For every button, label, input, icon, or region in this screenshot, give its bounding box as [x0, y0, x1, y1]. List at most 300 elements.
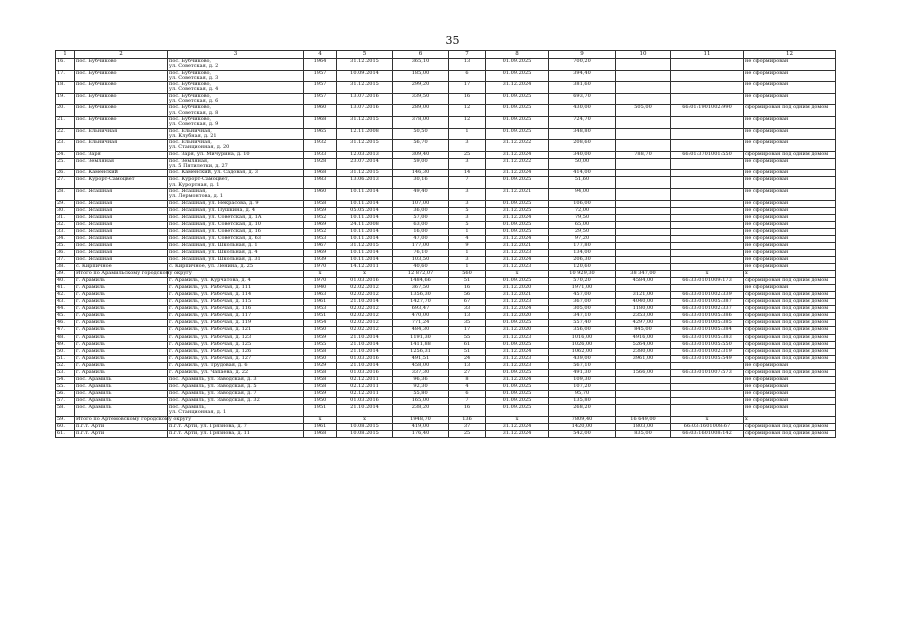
cell-col-10 [616, 158, 671, 170]
cell-col-3: пос. Каменский, ул. Садовая, д. 3 [168, 170, 304, 177]
column-number-11: 11 [671, 51, 744, 59]
cell-col-12: не сформирован [744, 242, 836, 249]
cell-col-1: 26. [56, 170, 75, 177]
cell-col-12: не сформирован [744, 177, 836, 189]
cell-col-9: 135,80 [549, 397, 616, 404]
cell-col-1: 17. [56, 70, 75, 82]
table-row [56, 116, 836, 128]
cell-col-1: 20. [56, 105, 75, 117]
cell-col-1: 51. [56, 355, 75, 362]
cell-col-6: 419,00 [393, 423, 449, 430]
cell-col-5: 21.10.2014 [337, 348, 393, 355]
cell-col-7: 12 [449, 105, 486, 117]
cell-col-11 [671, 257, 744, 264]
cell-col-4: 1963 [304, 292, 337, 299]
cell-col-7: 7 [449, 177, 486, 189]
cell-col-9: 1016,00 [549, 334, 616, 341]
cell-col-9: 208,60 [549, 140, 616, 152]
column-number-8: 8 [486, 51, 549, 59]
cell-col-3: пос. Заря, ул. Мичурина, д. 10 [168, 151, 304, 158]
cell-col-5: 10.08.2015 [337, 423, 393, 430]
cell-col-1: 46. [56, 320, 75, 327]
cell-col-4: 1933 [304, 151, 337, 158]
cell-col-7: 6 [449, 70, 486, 82]
cell-col-11 [671, 383, 744, 390]
cell-col-7: 25 [449, 151, 486, 158]
cell-col-8: 31.12.2022 [486, 140, 549, 152]
cell-col-2: п.г.т. Арти [75, 430, 168, 437]
cell-col-8: 31.12.2020 [486, 327, 549, 334]
cell-col-5: 02.02.2012 [337, 285, 393, 292]
cell-col-2: г. Арамиль [75, 348, 168, 355]
cell-col-2: пос. Арамиль [75, 383, 168, 390]
cell-col-7: 1 [449, 249, 486, 256]
cell-col-1: 37. [56, 257, 75, 264]
cell-col-9: 29,50 [549, 228, 616, 235]
cell-col-11 [671, 249, 744, 256]
cell-col-6: 47,00 [393, 235, 449, 242]
cell-col-2: пос. Ясашная [75, 228, 168, 235]
cell-col-1: 50. [56, 348, 75, 355]
cell-col-3: г. Арамиль, ул. Рабочая, д. 115 [168, 299, 304, 306]
cell-col-9: 340,00 [549, 151, 616, 158]
cell-col-9: 570,20 [549, 278, 616, 285]
cell-col-3: г. Арамиль, ул. Рабочая, д. 126 [168, 348, 304, 355]
cell-col-8: 31.12.2024 [486, 306, 549, 313]
cell-col-6: 367,50 [393, 285, 449, 292]
cell-col-7: 9 [449, 242, 486, 249]
cell-col-11 [671, 390, 744, 397]
cell-col-7: 33 [449, 306, 486, 313]
cell-col-9: 367,00 [549, 299, 616, 306]
cell-col-5: 02.02.2012 [337, 306, 393, 313]
cell-col-3: г. Арамиль, ул. Рабочая, д. 116 [168, 306, 304, 313]
cell-col-5: 10.11.2014 [337, 214, 393, 221]
cell-col-5: 21.10.2014 [337, 299, 393, 306]
cell-col-1: 39. [56, 271, 75, 278]
cell-col-3: г. Арамиль, ул. Чапаева, д. 22 [168, 369, 304, 376]
cell-col-6: 146,30 [393, 170, 449, 177]
cell-col-9: 109,30 [549, 376, 616, 383]
cell-col-10: 1803,00 [616, 423, 671, 430]
cell-col-3: п.г.т. Арти, ул. Грязнова, д. 11 [168, 430, 304, 437]
cell-col-2: пос. Курорт-Самоцвет [75, 177, 168, 189]
cell-col-4: 1960 [304, 105, 337, 117]
cell-col-9: 394,40 [549, 70, 616, 82]
cell-col-6: 76,10 [393, 249, 449, 256]
cell-col-5: 24.11.2008 [337, 221, 393, 228]
cell-col-2: г. Арамиль [75, 285, 168, 292]
cell-col-4: x [304, 416, 337, 423]
cell-col-1: 22. [56, 128, 75, 140]
cell-col-10: 3961,00 [616, 355, 671, 362]
cell-col-7: 13 [449, 59, 486, 71]
cell-col-3: пос. Ясашная, ул. Пушкина, д. 4 [168, 207, 304, 214]
table-row [56, 404, 836, 416]
cell-col-2: г. Арамиль [75, 369, 168, 376]
cell-col-2: пос. Бубчиково [75, 93, 168, 105]
cell-col-5: 12.03.2013 [337, 151, 393, 158]
cell-col-12: не сформирован [744, 264, 836, 271]
cell-col-12: не сформирован [744, 189, 836, 201]
cell-col-4: 1928 [304, 158, 337, 170]
cell-col-11 [671, 128, 744, 140]
cell-col-7: 4 [449, 383, 486, 390]
cell-col-3: пос. Ясашная, ул. Советская, д. 1А [168, 214, 304, 221]
cell-col-1: 24. [56, 151, 75, 158]
cell-col-9: 10 929,30 [549, 271, 616, 278]
cell-col-11 [671, 158, 744, 170]
cell-col-5: 01.03.2016 [337, 278, 393, 285]
cell-col-8: 31.12.2020 [486, 313, 549, 320]
cell-col-5: 12.11.2008 [337, 128, 393, 140]
cell-col-3: г. Арамиль, ул. Рабочая, д. 123 [168, 334, 304, 341]
cell-col-9: 120,60 [549, 264, 616, 271]
cell-col-9: 693,70 [549, 93, 616, 105]
cell-col-8: 01.09.2025 [486, 221, 549, 228]
cell-col-6: 1256,31 [393, 348, 449, 355]
cell-col-3: г. Арамиль, ул. Рабочая, д. 125 [168, 341, 304, 348]
cell-col-6: 491,51 [393, 355, 449, 362]
cell-col-9: 1062,00 [549, 348, 616, 355]
cell-col-11 [671, 200, 744, 207]
cell-col-4: 1950 [304, 397, 337, 404]
cell-col-2: пос. Ясашная [75, 207, 168, 214]
cell-col-6: 1411,88 [393, 341, 449, 348]
cell-col-12: сформирован под одним домом [744, 105, 836, 117]
cell-col-2: п.г.т. Арти [75, 423, 168, 430]
cell-col-12: не сформирован [744, 362, 836, 369]
cell-col-11 [671, 242, 744, 249]
cell-col-4: 1965 [304, 128, 337, 140]
cell-col-10: 1180,00 [616, 306, 671, 313]
cell-col-12: не сформирован [744, 116, 836, 128]
cell-col-1: 41. [56, 285, 75, 292]
cell-col-7: 8 [449, 376, 486, 383]
cell-col-1: 56. [56, 390, 75, 397]
cell-col-4: 1964 [304, 59, 337, 71]
cell-col-12: не сформирован [744, 140, 836, 152]
cell-col-4: 1968 [304, 170, 337, 177]
cell-col-3: пос. Бубчиково, ул. Советская, д. 8 [168, 105, 304, 117]
cell-col-9: 50,00 [549, 158, 616, 170]
cell-col-9: 724,70 [549, 116, 616, 128]
cell-col-3: пос. Бубчиково, ул. Советская, д. 2 [168, 59, 304, 71]
cell-col-3: г. Арамиль, ул. Рабочая, д. 114 [168, 292, 304, 299]
cell-col-7: 16 [449, 285, 486, 292]
cell-col-11: 66:33:0101002:339 [671, 292, 744, 299]
cell-col-12: сформирован под одним домом [744, 306, 836, 313]
cell-col-2: пос. Арамиль [75, 397, 168, 404]
cell-col-1: 23. [56, 140, 75, 152]
cell-col-3: п.г.т. Арти, ул. Грязнова, д. 7 [168, 423, 304, 430]
cell-col-12: не сформирован [744, 59, 836, 71]
cell-col-6: 103,50 [393, 257, 449, 264]
cell-col-11 [671, 82, 744, 94]
cell-col-12: не сформирован [744, 235, 836, 242]
cell-col-10 [616, 140, 671, 152]
table-row [56, 158, 836, 170]
cell-col-9: 430,00 [549, 105, 616, 117]
cell-col-3: г. Арамиль, ул. Рабочая, д. 117 [168, 313, 304, 320]
cell-col-11: 66:03:1601008:67 [671, 423, 744, 430]
cell-col-1: 31. [56, 214, 75, 221]
cell-col-1: 55. [56, 383, 75, 390]
cell-col-3: г. Арамиль, ул. Рабочая, д. 121 [168, 327, 304, 334]
cell-col-10: 2353,00 [616, 313, 671, 320]
table-row [56, 105, 836, 117]
cell-col-10 [616, 82, 671, 94]
cell-col-4: 1959 [304, 390, 337, 397]
cell-col-5: 01.03.2016 [337, 397, 393, 404]
cell-col-2: пос. Ясашная [75, 200, 168, 207]
cell-col-5: 13.07.2016 [337, 93, 393, 105]
cell-col-6: 365,10 [393, 59, 449, 71]
cell-col-7: 67 [449, 299, 486, 306]
cell-col-6: 1191,30 [393, 334, 449, 341]
cell-col-1: 43. [56, 299, 75, 306]
cell-col-8: x [486, 271, 549, 278]
column-number-1: 1 [56, 51, 75, 59]
cell-col-6: 1427,70 [393, 299, 449, 306]
cell-col-2: г. Арамиль [75, 327, 168, 334]
cell-col-9: 206,30 [549, 257, 616, 264]
cell-col-4: 1960 [304, 189, 337, 201]
cell-col-4: 1968 [304, 430, 337, 437]
cell-col-1: 19. [56, 93, 75, 105]
cell-col-8: 31.12.2023 [486, 249, 549, 256]
table-row [56, 140, 836, 152]
cell-col-5: 31.12.2015 [337, 59, 393, 71]
cell-col-8: 31.12.2021 [486, 292, 549, 299]
cell-col-2: г. Арамиль [75, 278, 168, 285]
cell-col-12: сформирован под одним домом [744, 320, 836, 327]
cell-col-1: 29. [56, 200, 75, 207]
cell-col-9: 1971,00 [549, 285, 616, 292]
cell-col-6: 1356,30 [393, 292, 449, 299]
cell-col-12: сформирован под одним домом [744, 292, 836, 299]
table-row [56, 59, 836, 71]
cell-col-11 [671, 170, 744, 177]
cell-col-4: 1961 [304, 299, 337, 306]
cell-col-8: 01.09.2025 [486, 228, 549, 235]
cell-col-5: 13.06.2013 [337, 177, 393, 189]
cell-col-4: 1940 [304, 285, 337, 292]
cell-col-10 [616, 249, 671, 256]
cell-col-3: пос. Ясашная, ул. Школьная, д. 4 [168, 249, 304, 256]
cell-col-10 [616, 200, 671, 207]
cell-col-11: 66:33:0101005:386 [671, 313, 744, 320]
cell-col-3: пос. Ясашная, ул. Советская, д. 16 [168, 228, 304, 235]
cell-col-6: 50,50 [393, 128, 449, 140]
cell-col-11: 66:33:0101005:550 [671, 341, 744, 348]
cell-col-10: 38 347,00 [616, 271, 671, 278]
cell-col-3: пос. Арамиль, ул. Заводская, д. 3 [168, 376, 304, 383]
cell-col-4: 1969 [304, 221, 337, 228]
cell-col-8: 31.12.2023 [486, 334, 549, 341]
cell-col-6: 16,00 [393, 228, 449, 235]
cell-col-5: x [337, 271, 393, 278]
cell-col-10 [616, 235, 671, 242]
column-number-9: 9 [549, 51, 616, 59]
cell-col-1: 54. [56, 376, 75, 383]
cell-col-2: пос. Ясашная [75, 189, 168, 201]
cell-col-7: 51 [449, 278, 486, 285]
cell-col-12: сформирован под одним домом [744, 348, 836, 355]
cell-col-12: сформирован под одним домом [744, 278, 836, 285]
cell-col-12: сформирован под одним домом [744, 423, 836, 430]
cell-col-8: 31.12.2024 [486, 348, 549, 355]
cell-col-3: пос. Ясашная, ул. Лермонтова, д. 1 [168, 189, 304, 201]
cell-col-8: 01.09.2025 [486, 128, 549, 140]
cell-col-1: 42. [56, 292, 75, 299]
cell-col-9: 65,00 [549, 221, 616, 228]
cell-col-9: 79,50 [549, 214, 616, 221]
cell-col-3: пос. Арамиль, ул. Заводская, д. 32 [168, 397, 304, 404]
cell-col-7: 3 [449, 158, 486, 170]
cell-col-11: 66:33:0101002:337 [671, 306, 744, 313]
cell-col-10: 4297,00 [616, 320, 671, 327]
cell-col-8: 01.09.2025 [486, 59, 549, 71]
cell-col-5: 31.12.2015 [337, 242, 393, 249]
cell-col-3: пос. Бубчиково, ул. Советская, д. 4 [168, 82, 304, 94]
cell-col-11 [671, 228, 744, 235]
cell-col-12: не сформирован [744, 70, 836, 82]
cell-col-1: 18. [56, 82, 75, 94]
cell-col-11: x [671, 271, 744, 278]
cell-col-11 [671, 397, 744, 404]
cell-col-11: 66:33:0101002:319 [671, 348, 744, 355]
cell-col-4: 1955 [304, 341, 337, 348]
cell-col-5: 21.10.2014 [337, 341, 393, 348]
cell-col-3: пос. Бубчиково, ул. Советская, д. 6 [168, 93, 304, 105]
cell-col-11 [671, 214, 744, 221]
cell-col-4: 1929 [304, 362, 337, 369]
cell-col-6: 96,36 [393, 376, 449, 383]
cell-col-11: 66:33:0101005:549 [671, 355, 744, 362]
cell-col-1: 16. [56, 59, 75, 71]
cell-col-10: 835,00 [616, 430, 671, 437]
cell-col-11 [671, 177, 744, 189]
cell-col-3: пос. Ясашная, ул. Некрасова, д. 9 [168, 200, 304, 207]
cell-col-1: 40. [56, 278, 75, 285]
cell-col-1: 44. [56, 306, 75, 313]
cell-col-10: 4916,00 [616, 334, 671, 341]
cell-col-8: 01.09.2025 [486, 397, 549, 404]
cell-col-4: 1959 [304, 207, 337, 214]
cell-col-12: не сформирован [744, 200, 836, 207]
cell-col-9: 542,00 [549, 430, 616, 437]
cell-col-1: 32. [56, 221, 75, 228]
cell-col-8: 31.12.2024 [486, 82, 549, 94]
cell-col-12: x [744, 271, 836, 278]
cell-col-11: 66:33:0101005:385 [671, 320, 744, 327]
cell-col-11 [671, 235, 744, 242]
cell-col-4: 1951 [304, 313, 337, 320]
cell-col-8: 01.09.2025 [486, 320, 549, 327]
cell-col-2: Итого по Артемовскому городскому округу [76, 415, 192, 422]
cell-col-9: 567,10 [549, 362, 616, 369]
cell-col-5: 14.12.2011 [337, 264, 393, 271]
cell-col-2: г. Арамиль [75, 292, 168, 299]
cell-col-3: пос. Арамиль, ул. Станционная, д. 1 [168, 404, 304, 416]
cell-col-10: 2380,00 [616, 348, 671, 355]
cell-col-2: пос. Бубчиково [75, 116, 168, 128]
cell-col-11 [671, 189, 744, 201]
cell-col-6: 63,00 [393, 221, 449, 228]
cell-col-12: не сформирован [744, 383, 836, 390]
cell-col-4: 1932 [304, 140, 337, 152]
cell-col-8: 01.09.2025 [486, 404, 549, 416]
cell-col-3: пос. Ясашная, ул. Советская, д. 63 [168, 235, 304, 242]
cell-col-6: 55,80 [393, 390, 449, 397]
cell-col-4: 1957 [304, 70, 337, 82]
cell-col-8: 31.12.2024 [486, 170, 549, 177]
table-row [56, 128, 836, 140]
cell-col-7: 14 [449, 170, 486, 177]
cell-col-3: пос. Ясашная, ул. Советская, д. 10 [168, 221, 304, 228]
cell-col-9: 97,20 [549, 235, 616, 242]
cell-col-7: 17 [449, 327, 486, 334]
cell-col-4: 1968 [304, 116, 337, 128]
cell-col-10 [616, 59, 671, 71]
cell-col-5: 02.12.2011 [337, 390, 393, 397]
cell-col-8: 31.12.2023 [486, 355, 549, 362]
cell-col-5: 01.03.2016 [337, 369, 393, 376]
cell-col-2: пос. Ясашная [75, 249, 168, 256]
cell-col-7: 560 [449, 271, 486, 278]
cell-col-2: пос. Бубчиково [75, 105, 168, 117]
cell-col-12: не сформирован [744, 397, 836, 404]
cell-col-12: x [744, 416, 836, 423]
column-number-6: 6 [393, 51, 449, 59]
cell-col-10 [616, 228, 671, 235]
table-row [56, 327, 836, 334]
cell-col-2: пос. Бубчиково [75, 59, 168, 71]
cell-col-11 [671, 140, 744, 152]
cell-col-4: 1967 [304, 242, 337, 249]
cell-col-8: 01.09.2025 [486, 390, 549, 397]
cell-col-11: 66:33:0101005:383 [671, 334, 744, 341]
cell-col-12: не сформирован [744, 170, 836, 177]
cell-col-2: г. Арамиль [75, 313, 168, 320]
cell-col-2: пос. Ясашная [75, 221, 168, 228]
cell-col-8: 31.12.2021 [486, 189, 549, 201]
cell-col-7: 12 [449, 116, 486, 128]
cell-col-8: 01.09.2025 [486, 369, 549, 376]
cell-col-4: 1951 [304, 404, 337, 416]
cell-col-11 [671, 93, 744, 105]
cell-col-8: 31.12.2023 [486, 362, 549, 369]
table-row [56, 189, 836, 201]
cell-col-8: 31.12.2023 [486, 264, 549, 271]
cell-col-8: 31.12.2023 [486, 299, 549, 306]
cell-col-4: 1958 [304, 348, 337, 355]
cell-col-2: пос. Земляная [75, 158, 168, 170]
cell-col-3: г. Арамиль, ул. Рабочая, д. 127 [168, 355, 304, 362]
cell-col-7: 17 [449, 82, 486, 94]
cell-col-6: 165,00 [393, 397, 449, 404]
cell-col-2: пос. Ясашная [75, 214, 168, 221]
cell-col-8: 01.09.2025 [486, 93, 549, 105]
cell-col-1: 30. [56, 207, 75, 214]
cell-col-5: 21.10.2014 [337, 334, 393, 341]
cell-col-7: 27 [449, 369, 486, 376]
cell-col-9: 491,30 [549, 369, 616, 376]
cell-col-7: 3 [449, 140, 486, 152]
cell-col-6: 1484,66 [393, 278, 449, 285]
cell-col-4: 1958 [304, 376, 337, 383]
